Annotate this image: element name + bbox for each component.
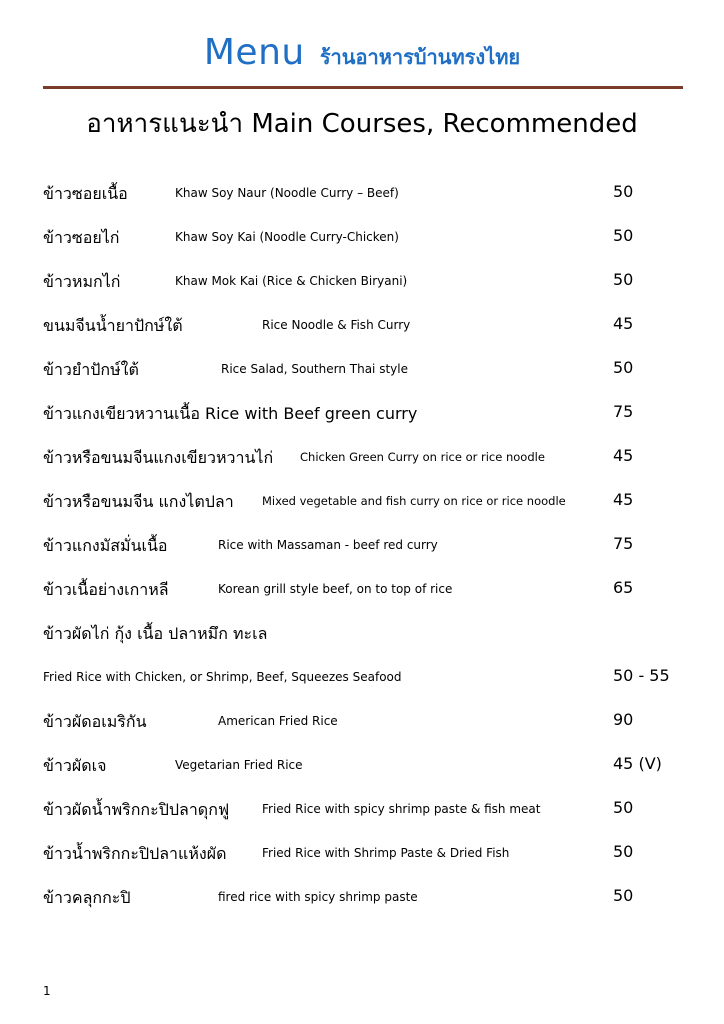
item-english-name: Korean grill style beef, on to top of rice bbox=[218, 582, 453, 596]
item-price: 65 bbox=[613, 578, 634, 597]
item-price: 50 bbox=[613, 358, 634, 377]
menu-item bbox=[0, 270, 724, 300]
item-thai-name: ข้าวผัดเจ bbox=[43, 756, 107, 775]
item-english-name: American Fried Rice bbox=[218, 714, 338, 728]
item-price: 50 bbox=[613, 182, 634, 201]
menu-item bbox=[0, 534, 724, 564]
page-number: 1 bbox=[43, 984, 51, 998]
menu-item bbox=[0, 182, 724, 212]
menu-item bbox=[0, 666, 724, 696]
page-header bbox=[0, 32, 724, 73]
item-english-name: Khaw Soy Kai (Noodle Curry-Chicken) bbox=[175, 230, 399, 244]
item-thai-name: ข้าวเนื้อย่างเกาหลี bbox=[43, 580, 169, 599]
menu-item bbox=[0, 490, 724, 520]
item-english-name: Mixed vegetable and fish curry on rice or rice noodle bbox=[262, 494, 566, 508]
header-divider bbox=[43, 86, 683, 89]
menu-title: Menu bbox=[203, 32, 305, 73]
item-english-name: Rice Salad, Southern Thai style bbox=[221, 362, 408, 376]
item-thai-name: ข้าวยำปักษ์ใต้ bbox=[43, 360, 139, 379]
item-price: 45 bbox=[613, 490, 634, 509]
shop-name: ร้านอาหารบ้านทรงไทย bbox=[319, 45, 521, 69]
item-thai-name: ขนมจีนน้ำยาปักษ์ใต้ bbox=[43, 316, 183, 335]
item-english-name: fired rice with spicy shrimp paste bbox=[218, 890, 418, 904]
menu-item bbox=[0, 446, 724, 476]
menu-item bbox=[0, 402, 724, 432]
item-price: 75 bbox=[613, 534, 634, 553]
item-price: 50 bbox=[613, 842, 634, 861]
item-thai-name: ข้าวผัดไก่ กุ้ง เนื้อ ปลาหมึก ทะเล bbox=[43, 624, 268, 643]
item-english-name: Rice Noodle & Fish Curry bbox=[262, 318, 411, 332]
item-thai-name: ข้าวซอยเนื้อ bbox=[43, 184, 128, 203]
item-english-name: Chicken Green Curry on rice or rice noodle bbox=[300, 450, 545, 464]
menu-item bbox=[0, 358, 724, 388]
section-title: อาหารแนะนำ Main Courses, Recommended bbox=[86, 109, 638, 139]
menu-item bbox=[0, 314, 724, 344]
item-thai-name: ข้าวซอยไก่ bbox=[43, 228, 120, 247]
item-thai-name: ข้าวผัดน้ำพริกกะปิปลาดุกฟู bbox=[43, 800, 230, 819]
menu-item bbox=[0, 578, 724, 608]
item-thai-name: ข้าวแกงเขียวหวานเนื้อ Rice with Beef green curry bbox=[43, 404, 418, 423]
item-thai-name: ข้าวผัดอเมริกัน bbox=[43, 712, 147, 731]
item-english-name: Khaw Mok Kai (Rice & Chicken Biryani) bbox=[175, 274, 408, 288]
menu-item bbox=[0, 622, 724, 652]
item-price: 50 bbox=[613, 270, 634, 289]
item-thai-name: ข้าวหมกไก่ bbox=[43, 272, 121, 291]
menu-item bbox=[0, 886, 724, 916]
menu-item bbox=[0, 842, 724, 872]
item-thai-name: ข้าวน้ำพริกกะปิปลาแห้งผัด bbox=[43, 844, 227, 863]
item-english-name: Khaw Soy Naur (Noodle Curry – Beef) bbox=[175, 186, 399, 200]
item-thai-name: ข้าวหรือขนมจีน แกงไตปลา bbox=[43, 492, 234, 511]
item-english-name: Vegetarian Fried Rice bbox=[175, 758, 303, 772]
item-thai-name: ข้าวหรือขนมจีนแกงเขียวหวานไก่ bbox=[43, 448, 274, 467]
menu-item bbox=[0, 710, 724, 740]
item-price: 45 bbox=[613, 314, 634, 333]
menu-item bbox=[0, 754, 724, 784]
item-price: 45 bbox=[613, 446, 634, 465]
item-price: 75 bbox=[613, 402, 634, 421]
item-english-name: Fried Rice with Shrimp Paste & Dried Fish bbox=[262, 846, 510, 860]
item-english-name: Fried Rice with Chicken, or Shrimp, Beef, Squeezes Seafood bbox=[43, 670, 402, 684]
item-price: 90 bbox=[613, 710, 634, 729]
menu-item bbox=[0, 798, 724, 828]
item-thai-name: ข้าวแกงมัสมั่นเนื้อ bbox=[43, 536, 168, 555]
item-price: 50 - 55 bbox=[613, 666, 670, 685]
item-price: 50 bbox=[613, 886, 634, 905]
menu-item bbox=[0, 226, 724, 256]
item-thai-name: ข้าวคลุกกะปิ bbox=[43, 888, 131, 907]
item-price: 45 (V) bbox=[613, 754, 662, 773]
item-price: 50 bbox=[613, 798, 634, 817]
item-price: 50 bbox=[613, 226, 634, 245]
item-english-name: Rice with Massaman - beef red curry bbox=[218, 538, 438, 552]
item-english-name: Fried Rice with spicy shrimp paste & fish meat bbox=[262, 802, 541, 816]
